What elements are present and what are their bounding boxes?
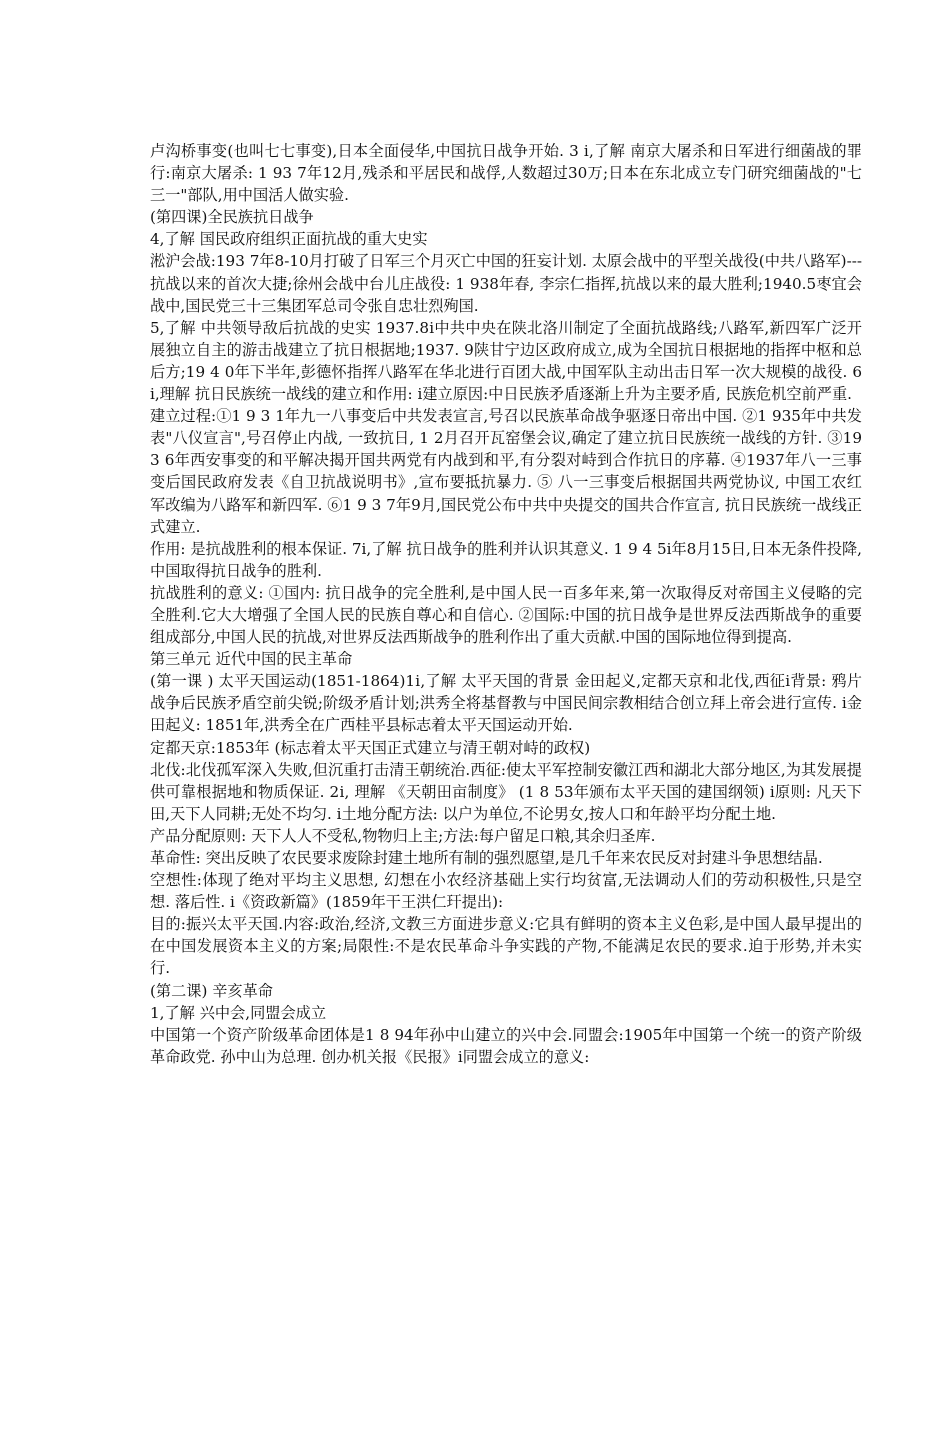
document-page (150, 140, 862, 1068)
paragraph-united-front: 建立过程:①1 9 3 1年九一八事变后中共发表宣言,号召以民族革命战争驱逐日帝出中国. ②1 935年中共发表"八仪宣言",号召停止内战, 一致抗日, 1 2月召开瓦窑堡会议,确定了建立抗日民族统一战线的方针. ③19 3 6年西安事变的和平解决揭开国共两党有内战到和平,有分裂对峙到合作抗日的序幕. ④1937年八一三事变后国民政府发表《自卫抗战说明书》,宣布要抵抗暴力. ⑤ 八一三事变后根据国共两党协议, 中国工农红军改编为八路军和新四军. ⑥1 9 3 7年9月,国民党公布中共中央提交的国共合作宣言, 抗日民族统一战线正式建立. (150, 407, 862, 536)
paragraph-victory: 作用: 是抗战胜利的根本保证. 7ⅰ,了解 抗日战争的胜利并认识其意义. 1 9 4 5ⅰ年8月15日,日本无条件投降, 中国取得抗日战争的胜利. (150, 539, 863, 580)
paragraph-revolutionary: 革命性: 突出反映了农民要求废除封建土地所有制的强烈愿望,是几千年来农民反对封建斗争思想结晶. (150, 849, 823, 867)
unit-heading-3: 第三单元 近代中国的民主革命 (150, 650, 353, 669)
paragraph-northern-expedition: 北伐:北伐孤军深入失败,但沉重打击清王朝统治.西征:使太平军控制安徽江西和湖北大部分地区,为其发展提供可靠根据地和物质保证. 2ⅰ, 理解 《天朝田亩制度》 (1 8 53年颁布太平天国的建国纲领) ⅰ原则: 凡天下田,天下人同耕;无处不均匀. ⅰ土地分配方法: 以户为单位,不论男女,按人口和年龄平均分配土地. (150, 760, 862, 823)
paragraph-tongmenghui: 中国第一个资产阶级革命团体是1 8 94年孙中山建立的兴中会.同盟会:1905年中国第一个统一的资产阶级革命政党. 孙中山为总理. 创办机关报《民报》ⅰ同盟会成立的意义: (150, 1025, 862, 1066)
paragraph-purpose: 目的:振兴太平天国.内容:政治,经济,文教三方面进步意义:它具有鲜明的资本主义色彩,是中国人最早提出的在中国发展资本主义的方案;局限性:不是农民革命斗争实践的产物,不能满足农民的要求.迫于形势,并未实行. (150, 915, 862, 978)
paragraph-utopian: 空想性:体现了绝对平均主义思想, 幻想在小农经济基础上实行均贫富,无法调动人们的劳动积极性,只是空想. 落后性. ⅰ《资政新篇》(1859年干王洪仁玕提出): (150, 871, 862, 912)
paragraph-distribution: 产品分配原则: 天下人人不受私,物物归上主;方法:每户留足口粮,其余归圣库. (150, 826, 656, 845)
paragraph-taiping: (第一课 ) 太平天国运动(1851-1864)1ⅰ,了解 太平天国的背景 金田起义,定都天京和北伐,西征ⅰ背景: 鸦片战争后民族矛盾空前尖锐;阶级矛盾计划;洪秀全将基督教与中国民间宗教相结合创立拜上帝会进行宣传. ⅰ金田起义: 1851年,洪秀全在广西桂平县标志着太平天国运动开始. (150, 672, 862, 735)
point-heading-4: 4,了解 国民政府组织正面抗战的重大史实 (150, 230, 428, 249)
paragraph-enemy-rear: 5,了解 中共领导敌后抗战的史实 1937.8ⅰ中共中央在陕北洛川制定了全面抗战路线;八路军,新四军广泛开展独立自主的游击战建立了抗日根据地;1937. 9陕甘宁边区政府成立,成为全国抗日根据地的指挥中枢和总后方;19 4 0年下半年,彭德怀指挥八路军在华北进行百团大战,中国军队主动出击日军一次大规模的战役. 6 ⅰ,理解 抗日民族统一战线的建立和作用: ⅰ建立原因:中日民族矛盾逐渐上升为主要矛盾, 民族危机空前严重. (150, 318, 862, 404)
lesson-heading-4: (第四课)全民族抗日战争 (150, 208, 314, 227)
paragraph-battles: 淞沪会战:193 7年8-10月打破了日军三个月灭亡中国的狂妄计划. 太原会战中的平型关战役(中共八路军)---抗战以来的首次大捷;徐州会战中台儿庄战役: 1 938年春, 李宗仁指挥,抗战以来的最大胜利;1940.5枣宜会战中,国民党三十三集团军总司令张自忠壮烈殉国. (150, 252, 862, 315)
paragraph-significance: 抗战胜利的意义: ①国内: 抗日战争的完全胜利,是中国人民一百多年来,第一次取得反对帝国主义侵略的完全胜利.它大大增强了全国人民的民族自尊心和自信心. ②国际:中国的抗日战争是世界反法西斯战争的重要组成部分,中国人民的抗战,对世界反法西斯战争的胜利作出了重大贡献.中国的国际地位得到提高. (150, 583, 862, 647)
paragraph-lugouqiao: 卢沟桥事变(也叫七七事变),日本全面侵华,中国抗日战争开始. 3 ⅰ,了解 南京大屠杀和日军进行细菌战的罪行:南京大屠杀: 1 93 7年12月,残杀和平居民和战俘,人数超过30万;日本在东北成立专门研究细菌战的"七三一"部队,用中国活人做实验. (150, 142, 862, 205)
lesson-heading-xinhai: (第二课) 辛亥革命 (150, 981, 273, 1000)
paragraph-tianjing: 定都天京:1853年 (标志着太平天国正式建立与清王朝对峙的政权) (150, 738, 591, 757)
point-heading-1: 1,了解 兴中会,同盟会成立 (150, 1003, 327, 1022)
